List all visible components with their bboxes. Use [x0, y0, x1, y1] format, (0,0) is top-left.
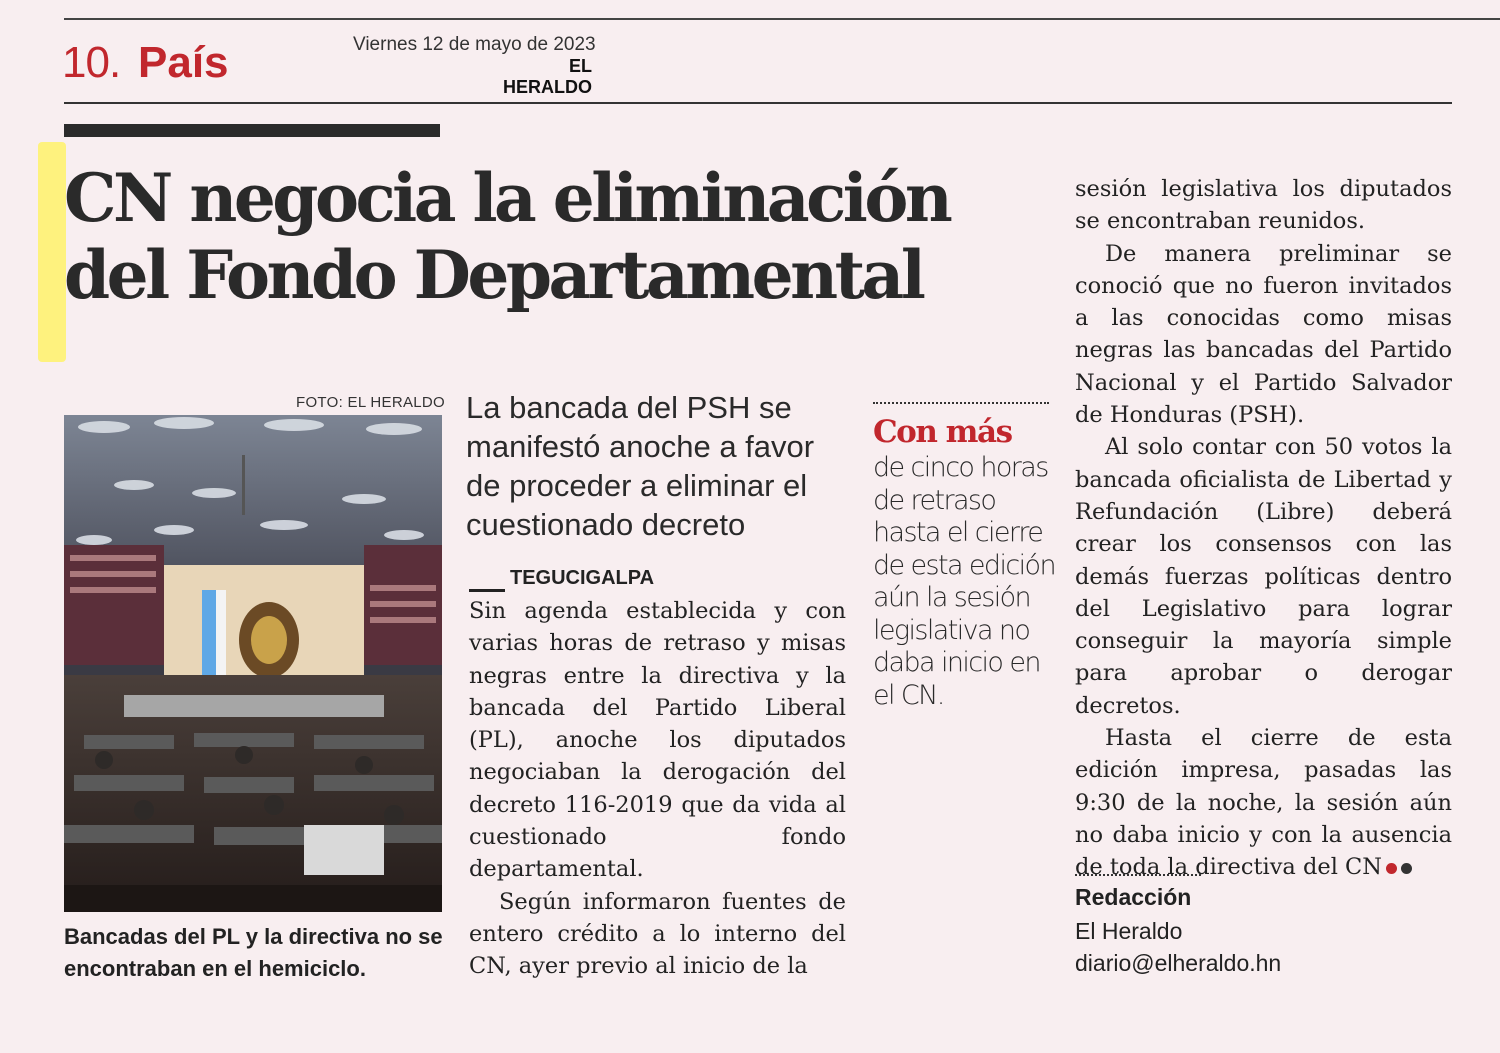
aside-divider	[873, 402, 1049, 404]
headline-bar	[64, 124, 440, 137]
body-paragraph: De manera preliminar se conoció que no fueron invitados a las conocidas como misas negras las bancadas del Partido Nacional y el Partido Salvador de Honduras (PSH).	[1075, 240, 1452, 429]
photo-credit: FOTO: EL HERALDO	[296, 394, 445, 411]
byline-name: El Heraldo	[1075, 918, 1183, 944]
highlighter-mark	[38, 142, 66, 362]
body-paragraph-final	[1075, 722, 1452, 883]
byline-divider	[1075, 874, 1201, 876]
publication-date: Viernes 12 de mayo de 2023	[353, 34, 596, 55]
body-column-3	[1075, 173, 1452, 884]
masthead-rule	[64, 102, 1452, 104]
byline-email: diario@elheraldo.hn	[1075, 950, 1282, 976]
subheadline: La bancada del PSH se manifestó anoche a favor de proceder a eliminar el cuestionado decreto	[466, 390, 815, 543]
final-paragraph-text: Hasta el cierre de esta edición impresa, pasadas las 9:30 de la noche, la sesión aún no daba inicio y con la ausencia de toda la directiva del CN	[1075, 725, 1452, 881]
photo-caption: Bancadas del PL y la directiva no se encontraban en el hemiciclo.	[64, 924, 443, 981]
end-mark-dark-icon	[1401, 863, 1412, 874]
dateline-rule	[469, 589, 505, 592]
aside-title: Con más	[873, 414, 1012, 450]
section-title: País	[138, 38, 229, 87]
dateline: TEGUCIGALPA	[510, 567, 655, 589]
body-paragraph: Según informaron fuentes de entero crédito a lo interno del CN, ayer previo al inicio de la	[469, 888, 846, 980]
end-mark-red-icon	[1386, 863, 1397, 874]
body-paragraph: sesión legislativa los diputados se encontraban reunidos.	[1075, 176, 1452, 235]
body-column-1	[469, 595, 846, 983]
byline-label: Redacción	[1075, 884, 1192, 910]
headline	[64, 160, 1064, 314]
top-rule	[64, 18, 1500, 20]
aside-text: de cinco horas de retraso hasta el cierre de esta edición aún la sesión legislativa no daba inicio en el CN.	[873, 452, 1055, 711]
congress-photo	[64, 415, 442, 912]
headline-line-1: CN negocia la eliminación	[64, 159, 950, 237]
body-paragraph: Al solo contar con 50 votos la bancada oficialista de Libertad y Refundación (Libre) deberá crear los consensos con las demás fuerzas políticas dentro del Legislativo para lograr conseguir la mayoría simple para aprobar o derogar decretos.	[1075, 434, 1452, 719]
page-number: 10.	[62, 38, 121, 87]
body-paragraph: Sin agenda establecida y con varias horas de retraso y misas negras entre la directiva y la bancada del Partido Liberal (PL), anoche los diputados negociaban la derogación del decreto 116-2019 que da vida al cuestionado fondo departamental.	[469, 598, 846, 883]
headline-line-2: del Fondo Departamental	[64, 236, 923, 315]
newspaper-name: EL HERALDO	[503, 56, 592, 97]
